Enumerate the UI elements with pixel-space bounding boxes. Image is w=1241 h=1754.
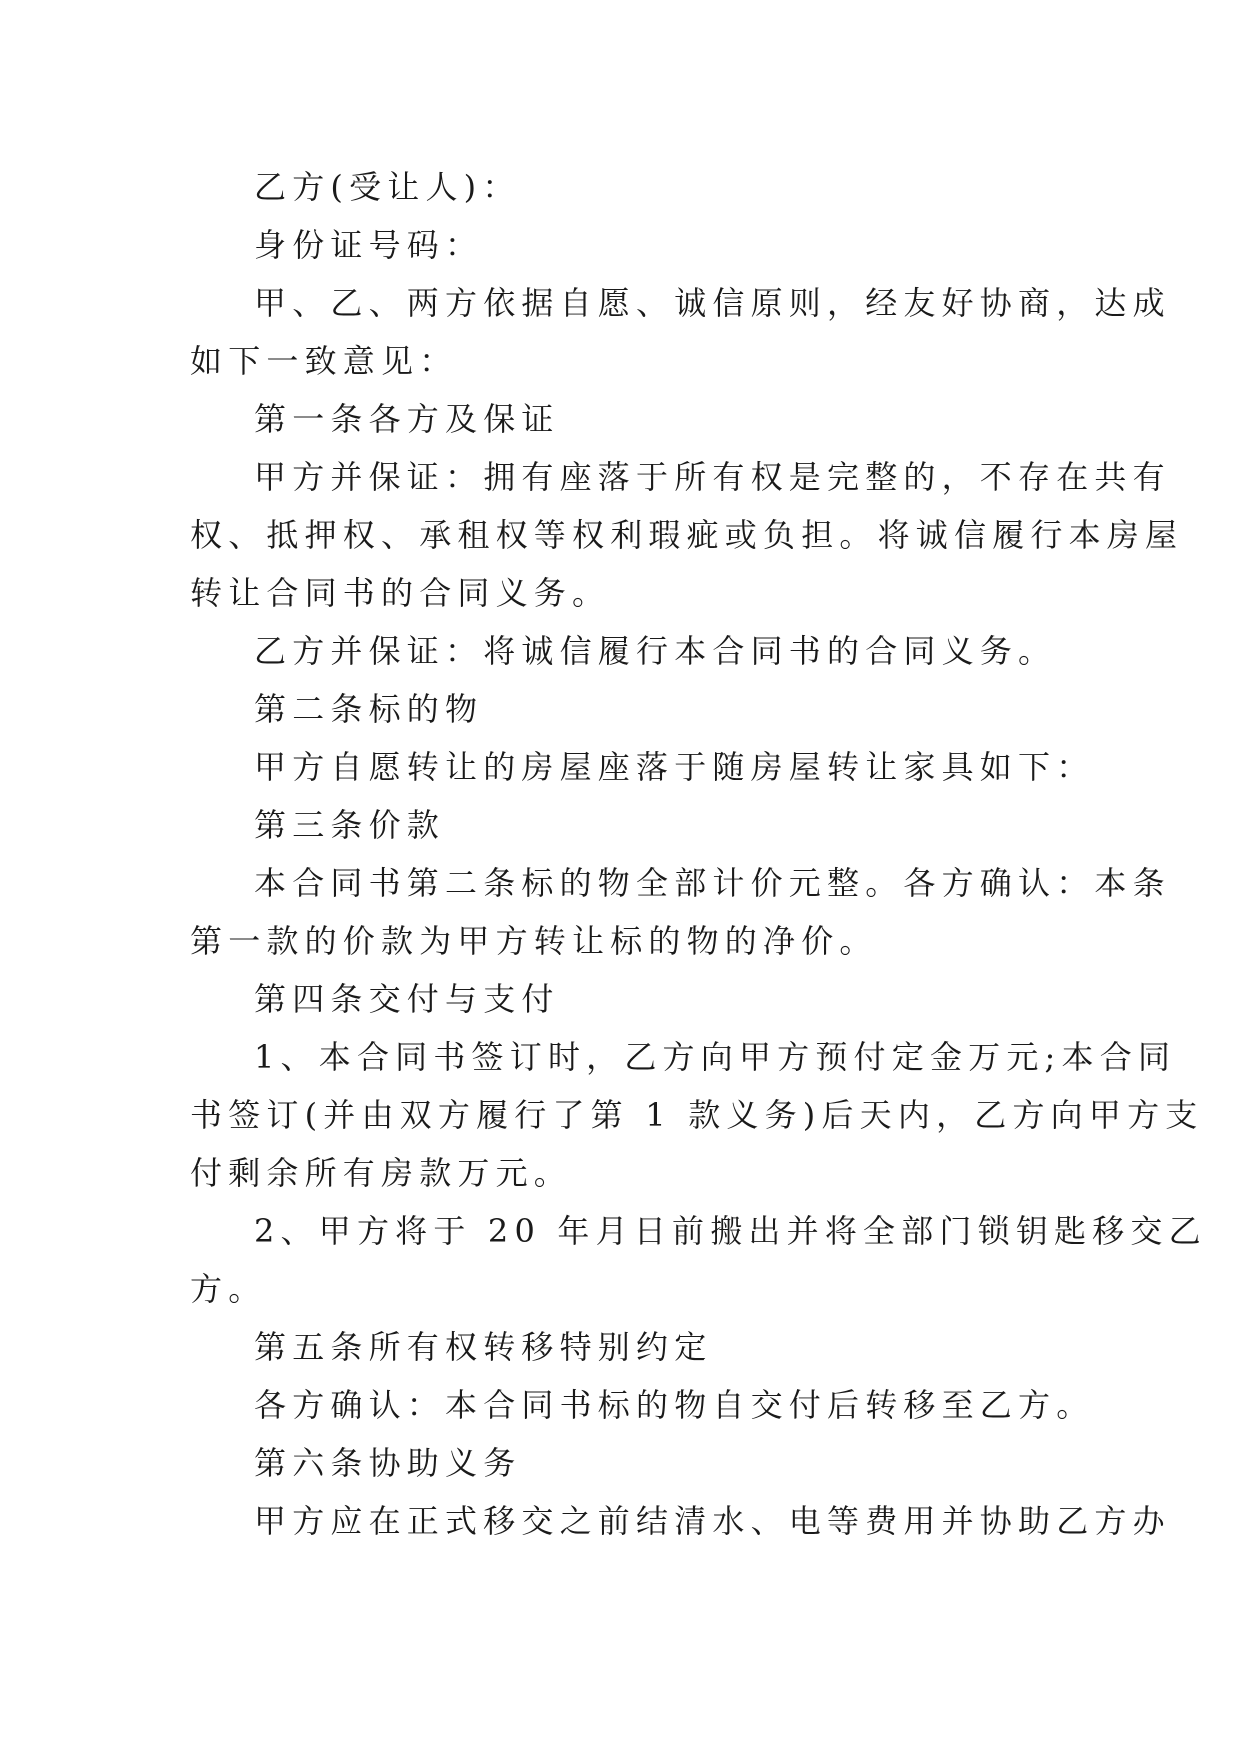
party-b-label: 乙方(受让人)：: [254, 168, 521, 206]
article-3-heading: 第三条价款: [254, 806, 446, 844]
article-5-body: 各方确认：本合同书标的物自交付后转移至乙方。: [254, 1386, 1095, 1424]
article-1-party-a-line-3: 转让合同书的合同义务。: [190, 574, 611, 612]
article-1-party-b: 乙方并保证：将诚信履行本合同书的合同义务。: [254, 632, 1057, 670]
contract-body: [190, 158, 1207, 1550]
article-1-heading: 第一条各方及保证: [254, 400, 560, 438]
preamble-line-1: 甲、乙、两方依据自愿、诚信原则，经友好协商，达成: [254, 284, 1171, 322]
article-5-heading: 第五条所有权转移特别约定: [254, 1328, 713, 1366]
article-3-body-line-1: 本合同书第二条标的物全部计价元整。各方确认：本条: [254, 864, 1171, 902]
article-4-clause-1-line-3: 付剩余所有房款万元。: [190, 1154, 573, 1192]
article-1-party-a-line-1: 甲方并保证：拥有座落于所有权是完整的，不存在共有: [254, 458, 1171, 496]
article-3-body-line-2: 第一款的价款为甲方转让标的物的净价。: [190, 922, 878, 960]
article-2-body: 甲方自愿转让的房屋座落于随房屋转让家具如下：: [254, 748, 1095, 786]
article-4-clause-1-line-1: 1、本合同书签订时，乙方向甲方预付定金万元;本合同: [254, 1038, 1177, 1076]
article-2-heading: 第二条标的物: [254, 690, 484, 728]
article-4-heading: 第四条交付与支付: [254, 980, 560, 1018]
article-6-heading: 第六条协助义务: [254, 1444, 522, 1482]
id-number-label: 身份证号码：: [254, 226, 484, 264]
article-1-party-a-line-2: 权、抵押权、承租权等权利瑕疵或负担。将诚信履行本房屋: [190, 516, 1184, 554]
article-4-clause-1-line-2: 书签订(并由双方履行了第 1 款义务)后天内，乙方向甲方支: [190, 1096, 1204, 1134]
article-6-body-line-1: 甲方应在正式移交之前结清水、电等费用并协助乙方办: [254, 1502, 1171, 1540]
preamble-line-2: 如下一致意见：: [190, 342, 458, 380]
article-4-clause-2-line-2: 方。: [190, 1270, 267, 1308]
article-4-clause-2-line-1: 2、甲方将于 20 年月日前搬出并将全部门锁钥匙移交乙: [254, 1212, 1207, 1250]
